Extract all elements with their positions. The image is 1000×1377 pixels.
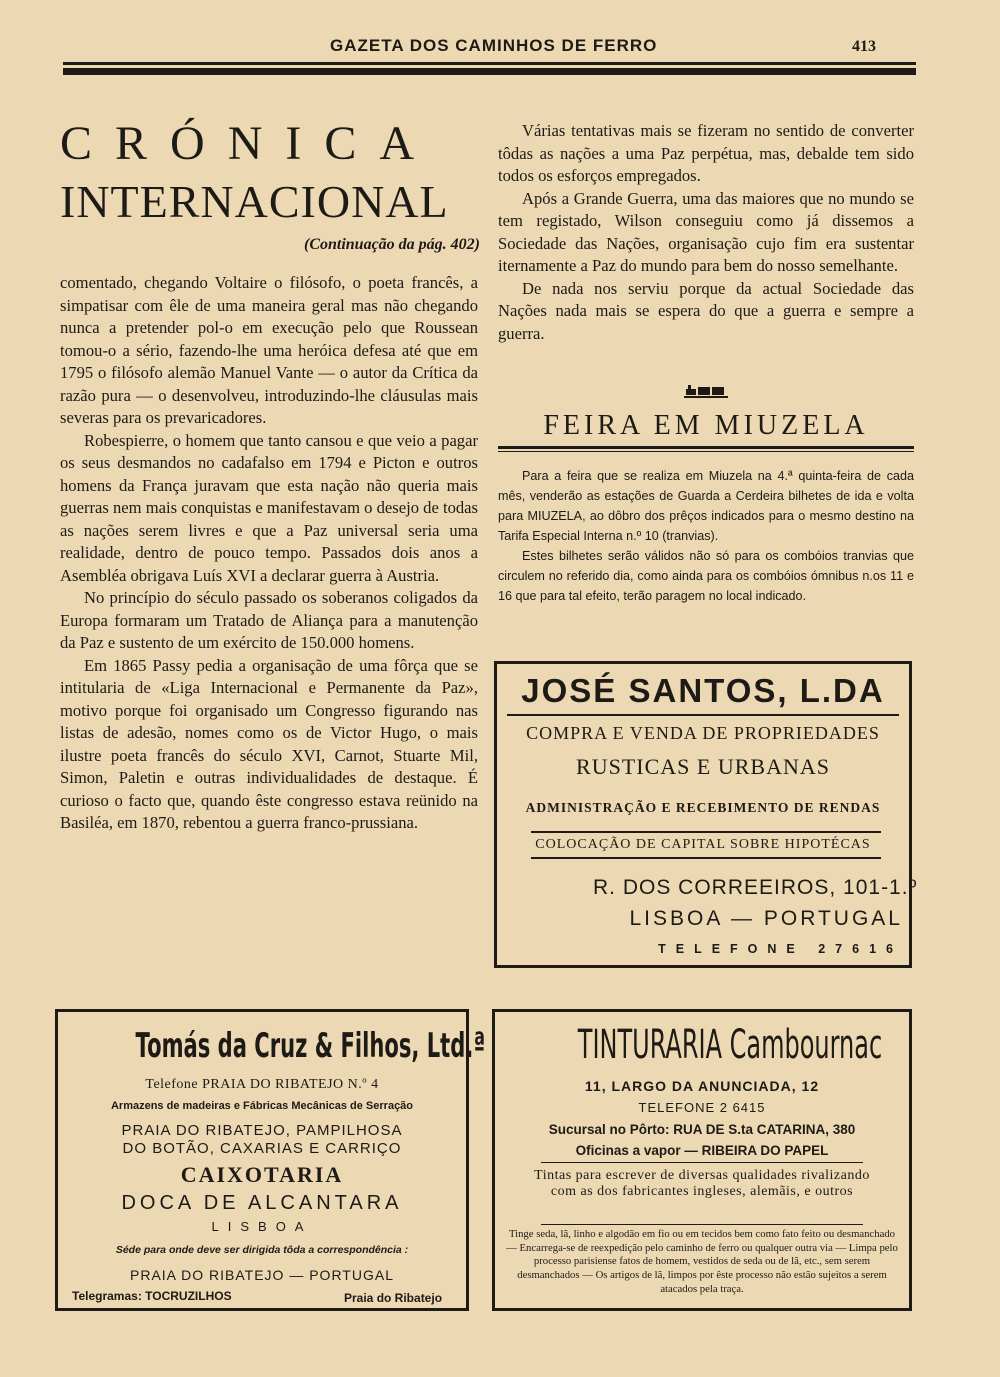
article-right-column bbox=[498, 120, 914, 345]
ad-jose-santos bbox=[494, 661, 918, 968]
article-paragraph: Robespierre, o homem que tanto cansou e que veio a pagar os seus desmandos no cadafalso em 1794 e Picton e outros homens da França juravam que esta nação não queria mais guerras nem mais conquistas e manifestavam o desejo de todas as nações serem livres e que a Paz universal seria uma realidade, dentro de pouco tempo. Passados dois anos a Asembléa obrigava Luís XVI a declarar guerra à Austria. bbox=[60, 430, 478, 585]
feira-text bbox=[498, 466, 914, 606]
ad-tint-address: 11, LARGO DA ANUNCIADA, 12 bbox=[584, 1078, 820, 1094]
feira-title: FEIRA EM MIUZELA bbox=[543, 410, 869, 441]
feira-paragraph: Para a feira que se realiza em Miuzela na 4.ª quinta-feira de cada mês, venderão as estações de Guarda a Cerdeira bilhetes de ida e volta para MIUZELA, ao dôbro dos prêços indicados para o mesmo destino na Tarifa Especial Interna n.º 10 (tranvias). bbox=[498, 469, 914, 543]
article-paragraph: comentado, chegando Voltaire o filósofo, o poeta francês, a simpatisar com êle de uma maneira geral mas não chegando nunca a pretender pol-o em execução pelo que Roussean tomou-o a sério, fazendo-lhe uma heróica defesa até que em 1795 o filósofo alemão Manuel Vante — o autor da Crítica da razão pura — o desenvolveu, introduzindo-lhe cláusulas mais severas para os prevaricadores. bbox=[60, 273, 478, 427]
header-rule bbox=[63, 62, 916, 65]
ad-tomas-lisboa: LISBOA bbox=[211, 1219, 313, 1234]
feira-rule-thin bbox=[498, 451, 914, 452]
ad-tomas-sede: Séde para onde deve ser dirigida tôda a correspondência : bbox=[115, 1244, 409, 1256]
feira-paragraph: Estes bilhetes serão válidos não só para os combóios tranvias que circulem no referido dia, como ainda para os combóios ómnibus n.os 11 e 16 que para tal efeito, terão paragem no local indicado. bbox=[498, 549, 914, 603]
ad-tomas-telegramas-right: Praia do Ribatejo bbox=[344, 1291, 443, 1305]
header-rule-thick bbox=[63, 68, 916, 75]
ad-santos-city: LISBOA — PORTUGAL bbox=[629, 907, 903, 930]
ad-santos-name: JOSÉ SANTOS, L.DA bbox=[521, 672, 885, 709]
ad-tint-sucursal: Sucursal no Pôrto: RUA DE S.ta CATARINA, 380 bbox=[548, 1122, 856, 1137]
ad-tomas-name: Tomás da Cruz & Filhos, Ltd.ª bbox=[135, 1026, 486, 1066]
ad-tomas-praia: PRAIA DO RIBATEJO — PORTUGAL bbox=[130, 1267, 394, 1283]
article-title-line2: INTERNACIONAL bbox=[60, 176, 449, 227]
article-paragraph: No princípio do século passado os soberanos coligados da Europa formaram um Tratado de Aliança para a manutenção da Paz e sustento de um exército de 150.000 homens. bbox=[60, 588, 478, 652]
ad-santos-address: R. DOS CORREEIROS, 101-1.º bbox=[593, 876, 918, 899]
article-paragraph: Após a Grande Guerra, uma das maiores que no mundo se tem registado, Wilson conseguiu como já dissemos a Sociedade das Nações, organisação cujo fim era sustentar iternamente a Paz do mundo para bem do nosso semelhante. bbox=[498, 188, 914, 275]
ad-santos-line1: COMPRA E VENDA DE PROPRIEDADES bbox=[526, 723, 880, 743]
page-number: 413 bbox=[852, 38, 876, 55]
ad-tomas-desc: Armazens de madeiras e Fábricas Mecânicas de Serração bbox=[110, 1100, 414, 1112]
ad-santos-line4: COLOCAÇÃO DE CAPITAL SOBRE HIPOTÉCAS bbox=[535, 837, 871, 852]
article-title-line1: CRÓNICA bbox=[60, 117, 438, 170]
ad-tint-rule bbox=[541, 1224, 863, 1225]
ad-tomas-da-cruz bbox=[55, 1009, 486, 1311]
article-paragraph: Em 1865 Passy pedia a organisação de uma fôrça que se intitularia de «Liga Internacional e Permanente da Paz», motivo porque foi organisado um Congresso figurando nas listas de adesão, nomes como os de Victor Hugo, o mais ilustre poeta francês do século XVI, Carnot, Stuarte Mil, Simon, Paletin e outras individualidades de destaque. É curioso o facto que, quando êste congresso estava reünido na Basiléa, em 1870, rebentou a guerra franco-prussiana. bbox=[60, 655, 478, 832]
article-paragraph: De nada nos serviu porque da actual Sociedade das Nações nada mais se espera do que a guerra e sempre a guerra. bbox=[498, 278, 914, 343]
train-ornament-icon bbox=[684, 383, 728, 399]
ad-santos-phone: TELEFONE 27616 bbox=[658, 942, 903, 956]
ad-tomas-loc1: PRAIA DO RIBATEJO, PAMPILHOSA bbox=[121, 1122, 403, 1139]
ad-tomas-caixotaria: CAIXOTARIA bbox=[180, 1162, 344, 1187]
ad-santos-line3: ADMINISTRAÇÃO E RECEBIMENTO DE RENDAS bbox=[525, 800, 881, 815]
ad-tint-oficinas: Oficinas a vapor — RIBEIRA DO PAPEL bbox=[575, 1143, 829, 1158]
running-header: GAZETA DOS CAMINHOS DE FERRO bbox=[330, 36, 658, 55]
ad-tomas-phone: Telefone PRAIA DO RIBATEJO N.º 4 bbox=[145, 1077, 379, 1092]
ad-santos-rule bbox=[507, 714, 899, 716]
continuation-note: (Continuação da pág. 402) bbox=[303, 236, 480, 253]
article-left-column bbox=[60, 272, 478, 835]
feira-rule bbox=[498, 446, 914, 449]
ad-tint-rule bbox=[541, 1162, 863, 1163]
ad-tint-phone: TELEFONE 2 6415 bbox=[638, 1100, 766, 1115]
article-paragraph: Várias tentativas mais se fizeram no sentido de converter tôdas as nações a uma Paz perpétua, mas, debalde tem sido todos os esforços empregados. bbox=[498, 121, 914, 185]
ad-tomas-doca: DOCA DE ALCANTARA bbox=[121, 1192, 403, 1214]
ad-tint-tintas: Tintas para escrever de diversas qualidades rivalizando com as dos fabricantes ingleses, alemãis, e outros bbox=[534, 1168, 870, 1199]
ad-santos-rule bbox=[531, 857, 881, 859]
ad-tinturaria-cambournac bbox=[492, 1009, 912, 1311]
ad-santos-line2: RUSTICAS E URBANAS bbox=[576, 754, 830, 779]
ad-tint-body: Tinge seda, lã, linho e algodão em fio ou em tecidos bem como fato feito ou desmanchado — Encarrega-se de reexpedição pelo caminho de ferro ou qualquer outra via — Limpa pelo processo parisiense fatos de homem, vestidos de seda ou de lã, etc., sem serem desmanchados — Os artigos de lã, limpos por êste processo não estão sujeitos a serem atacados pela traça. bbox=[506, 1228, 898, 1295]
ad-santos-rule bbox=[531, 831, 881, 833]
ad-tint-name: TINTURARIA Cambournac bbox=[577, 1022, 883, 1068]
ad-tomas-telegramas: Telegramas: TOCRUZILHOS bbox=[72, 1289, 232, 1303]
ad-tomas-loc2: DO BOTÃO, CAXARIAS E CARRIÇO bbox=[122, 1140, 402, 1157]
